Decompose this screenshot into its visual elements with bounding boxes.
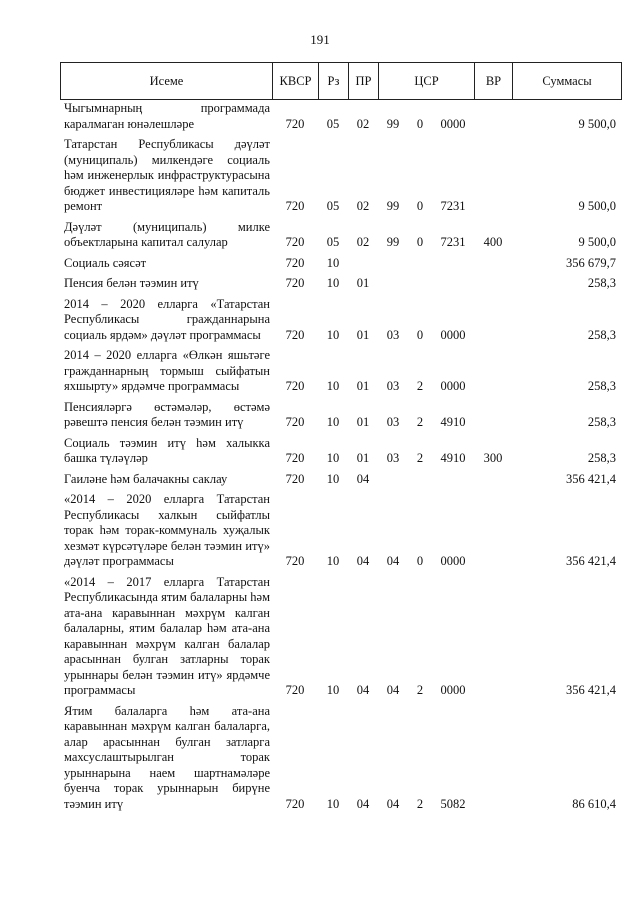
row-csr-program: 04 <box>386 554 400 568</box>
table-row <box>64 297 622 344</box>
row-sum: 258,3 <box>587 327 616 342</box>
row-csr-subprogram: 2 <box>416 415 424 429</box>
table-row <box>64 400 622 431</box>
row-csr-code: 7231 <box>440 235 466 249</box>
row-pr: 04 <box>356 796 370 811</box>
row-pr: 04 <box>356 471 370 486</box>
row-rz: 10 <box>326 451 340 465</box>
row-sum: 356 421,4 <box>566 683 616 697</box>
table-row <box>64 220 622 251</box>
row-name: «2014 – 2020 елларга Татарстан Республикасы халкын сыйфатлы торак һәм торак-коммуналь хуҗалык хезмәт күрсәтүләре белән тәэмин итү» дәүләт программасы <box>64 492 270 568</box>
row-csr-program: 04 <box>386 683 400 697</box>
row-kvsr: 720 <box>285 415 305 429</box>
row-kvsr: 720 <box>285 471 305 486</box>
row-csr-code: 0000 <box>440 327 466 342</box>
row-csr-subprogram: 0 <box>416 554 424 568</box>
row-csr-code: 7231 <box>440 199 466 213</box>
row-vr: 400 <box>483 235 503 249</box>
row-sum: 9 500,0 <box>578 116 616 131</box>
table-row <box>64 101 622 132</box>
row-kvsr: 720 <box>285 276 305 290</box>
row-csr-code: 0000 <box>440 683 466 697</box>
header-kvsr: КВСР <box>273 63 319 99</box>
row-pr: 01 <box>356 327 370 342</box>
row-kvsr: 720 <box>285 327 305 342</box>
row-rz: 10 <box>326 379 340 393</box>
row-csr-program: 03 <box>386 415 400 429</box>
row-kvsr: 720 <box>285 255 305 270</box>
row-csr-code: 0000 <box>440 379 466 393</box>
row-csr-code: 0000 <box>440 554 466 568</box>
row-sum: 9 500,0 <box>578 199 616 213</box>
row-rz: 10 <box>326 255 340 270</box>
row-name: 2014 – 2020 елларга «Өлкән яшьтәге гражданнарның тормыш сыйфатын яхшырту» ярдәмче программасы <box>64 348 270 393</box>
row-pr: 02 <box>356 235 370 249</box>
row-csr-program: 03 <box>386 451 400 465</box>
row-csr-program: 04 <box>386 796 400 811</box>
row-csr-subprogram: 0 <box>416 116 424 131</box>
row-csr-subprogram: 2 <box>416 379 424 393</box>
row-pr: 04 <box>356 683 370 697</box>
row-name: Чыгымнарның программада каралмаган юнәлешләре <box>64 101 270 131</box>
row-name: Татарстан Республикасы дәүләт (муниципаль) милкендәге социаль һәм инженерлык инфраструктурасына бюджет инвестицияләре һәм капиталь ремонт <box>64 137 270 213</box>
page-number: 191 <box>310 32 330 47</box>
header-pr: ПР <box>349 63 379 99</box>
row-csr-code: 4910 <box>440 415 466 429</box>
row-csr-program: 03 <box>386 327 400 342</box>
row-rz: 10 <box>326 796 340 811</box>
row-pr: 01 <box>356 276 370 290</box>
row-kvsr: 720 <box>285 451 305 465</box>
row-kvsr: 720 <box>285 199 305 213</box>
row-csr-program: 99 <box>386 199 400 213</box>
header-csr: ЦСР <box>379 63 475 99</box>
row-name: Социаль сәясәт <box>64 255 147 270</box>
row-pr: 01 <box>356 379 370 393</box>
table-row <box>64 256 622 272</box>
row-sum: 356 421,4 <box>566 554 616 568</box>
row-name: Ятим балаларга һәм ата-ана каравыннан мәхрүм калган балаларга, алар арасыннан булган затларга махсуслаштырылган торак урыннарына наем шартнамәләре буенча торак урыннарын бирүне тәэмин итү <box>64 703 270 811</box>
table-row <box>64 492 622 570</box>
row-rz: 10 <box>326 276 340 290</box>
row-kvsr: 720 <box>285 554 305 568</box>
row-pr: 02 <box>356 116 370 131</box>
row-rz: 10 <box>326 327 340 342</box>
table-body <box>64 101 622 817</box>
row-csr-subprogram: 0 <box>416 327 424 342</box>
row-csr-code: 0000 <box>440 116 466 131</box>
row-kvsr: 720 <box>285 116 305 131</box>
row-csr-subprogram: 0 <box>416 235 424 249</box>
row-name: 2014 – 2020 елларга «Татарстан Республикасы гражданнарына социаль ярдәм» дәүләт программасы <box>64 296 270 342</box>
row-sum: 86 610,4 <box>572 796 616 811</box>
table-row <box>64 137 622 215</box>
row-rz: 10 <box>326 683 340 697</box>
row-sum: 258,3 <box>587 415 616 429</box>
row-rz: 10 <box>326 415 340 429</box>
row-kvsr: 720 <box>285 796 305 811</box>
row-kvsr: 720 <box>285 379 305 393</box>
table-row <box>64 575 622 699</box>
row-csr-program: 99 <box>386 116 400 131</box>
table-row <box>64 472 622 488</box>
row-csr-program: 99 <box>386 235 400 249</box>
row-name: Пенсия белән тәэмин итү <box>64 276 199 290</box>
table-header <box>60 62 622 100</box>
table-row <box>64 704 622 813</box>
row-vr: 300 <box>483 451 503 465</box>
table-row <box>64 436 622 467</box>
row-name: Социаль тәэмин итү һәм халыкка башка түләүләр <box>64 435 270 465</box>
row-sum: 258,3 <box>587 276 616 290</box>
row-name: Дәүләт (муниципаль) милке объектларына капитал салулар <box>64 219 270 249</box>
row-csr-code: 4910 <box>440 451 466 465</box>
row-csr-subprogram: 2 <box>416 683 424 697</box>
header-vr: ВР <box>475 63 513 99</box>
table-row <box>64 348 622 395</box>
row-pr: 04 <box>356 554 370 568</box>
row-pr: 01 <box>356 451 370 465</box>
row-csr-program: 03 <box>386 379 400 393</box>
row-csr-subprogram: 2 <box>416 796 424 811</box>
row-rz: 05 <box>326 199 340 213</box>
row-csr-subprogram: 0 <box>416 199 424 213</box>
row-pr: 01 <box>356 415 370 429</box>
row-kvsr: 720 <box>285 683 305 697</box>
row-rz: 05 <box>326 235 340 249</box>
row-sum: 356 421,4 <box>566 471 616 486</box>
row-name: Гаиләне һәм балачакны саклау <box>64 471 228 486</box>
row-rz: 05 <box>326 116 340 131</box>
row-sum: 258,3 <box>587 379 616 393</box>
row-pr: 02 <box>356 199 370 213</box>
row-sum: 356 679,7 <box>566 255 616 270</box>
header-rz: Рз <box>319 63 349 99</box>
row-name: Пенсияләргә өстәмәләр, өстәмә рәвештә пенсия белән тәэмин итү <box>64 399 270 429</box>
row-name: «2014 – 2017 елларга Татарстан Республикасында ятим балаларны һәм ата-ана каравыннан мәхрүм калган балаларны, ятим балалар һәм ата-ана каравыннан мәхрүм калган балалар арасыннан булган затларны торак урыннары белән тәэмин итү» ярдәмче программасы <box>64 574 270 697</box>
header-sum: Суммасы <box>542 73 592 88</box>
row-sum: 9 500,0 <box>578 235 616 249</box>
header-name: Исеме <box>61 63 273 99</box>
row-sum: 258,3 <box>587 451 616 465</box>
row-kvsr: 720 <box>285 235 305 249</box>
row-csr-subprogram: 2 <box>416 451 424 465</box>
row-rz: 10 <box>326 471 340 486</box>
row-rz: 10 <box>326 554 340 568</box>
row-csr-code: 5082 <box>440 796 466 811</box>
table-row <box>64 276 622 292</box>
